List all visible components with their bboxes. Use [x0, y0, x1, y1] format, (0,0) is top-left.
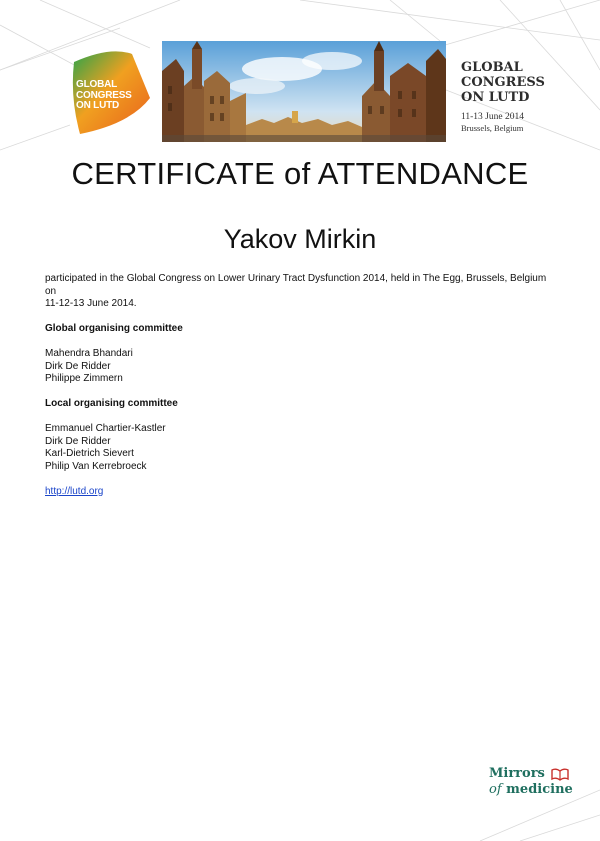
committee-member: Philip Van Kerrebroeck — [45, 460, 147, 472]
event-title — [461, 60, 545, 105]
committee-member: Mahendra Bhandari — [45, 348, 133, 359]
committee-member: Dirk De Ridder — [45, 360, 111, 372]
mirrors-logo-word: Mirrors — [489, 766, 545, 781]
mirrors-logo-tagline — [489, 782, 573, 797]
event-title-line: CONGRESS — [461, 75, 545, 90]
event-info — [461, 60, 545, 134]
logo-line: GLOBAL — [76, 79, 118, 90]
mirrors-of-medicine-logo — [489, 766, 573, 797]
committee-member: Emmanuel Chartier-Kastler — [45, 423, 166, 434]
event-title-line: GLOBAL — [461, 60, 523, 75]
certificate-title: CERTIFICATE of ATTENDANCE — [71, 156, 529, 191]
committee-member: Philippe Zimmern — [45, 373, 123, 384]
congress-logo-text — [76, 80, 146, 112]
brussels-banner-image — [162, 41, 446, 142]
website-link[interactable]: http://lutd.org — [45, 485, 104, 497]
logo-line: ON LUTD — [76, 100, 120, 111]
mirrors-logo-of: of — [489, 782, 502, 797]
certificate-body — [45, 273, 560, 498]
committee-member: Dirk De Ridder — [45, 435, 111, 447]
logo-line: CONGRESS — [76, 89, 132, 101]
open-book-icon — [551, 767, 569, 781]
event-location: Brussels, Belgium — [461, 123, 524, 133]
committee-member: Karl-Dietrich Sievert — [45, 448, 134, 459]
event-title-line: ON LUTD — [461, 90, 530, 105]
event-dates: 11-13 June 2014 — [461, 112, 524, 122]
mirrors-logo-medicine: medicine — [506, 782, 573, 797]
attendance-statement-dates: 11-12-13 June 2014. — [45, 298, 137, 309]
attendee-name: Yakov Mirkin — [223, 224, 377, 254]
attendance-statement: participated in the Global Congress on Lower Urinary Tract Dysfunction 2014, held in The Egg, Brussels, Belgium on — [45, 273, 547, 297]
local-committee-heading: Local organising committee — [45, 398, 178, 409]
global-committee-heading: Global organising committee — [45, 323, 183, 334]
